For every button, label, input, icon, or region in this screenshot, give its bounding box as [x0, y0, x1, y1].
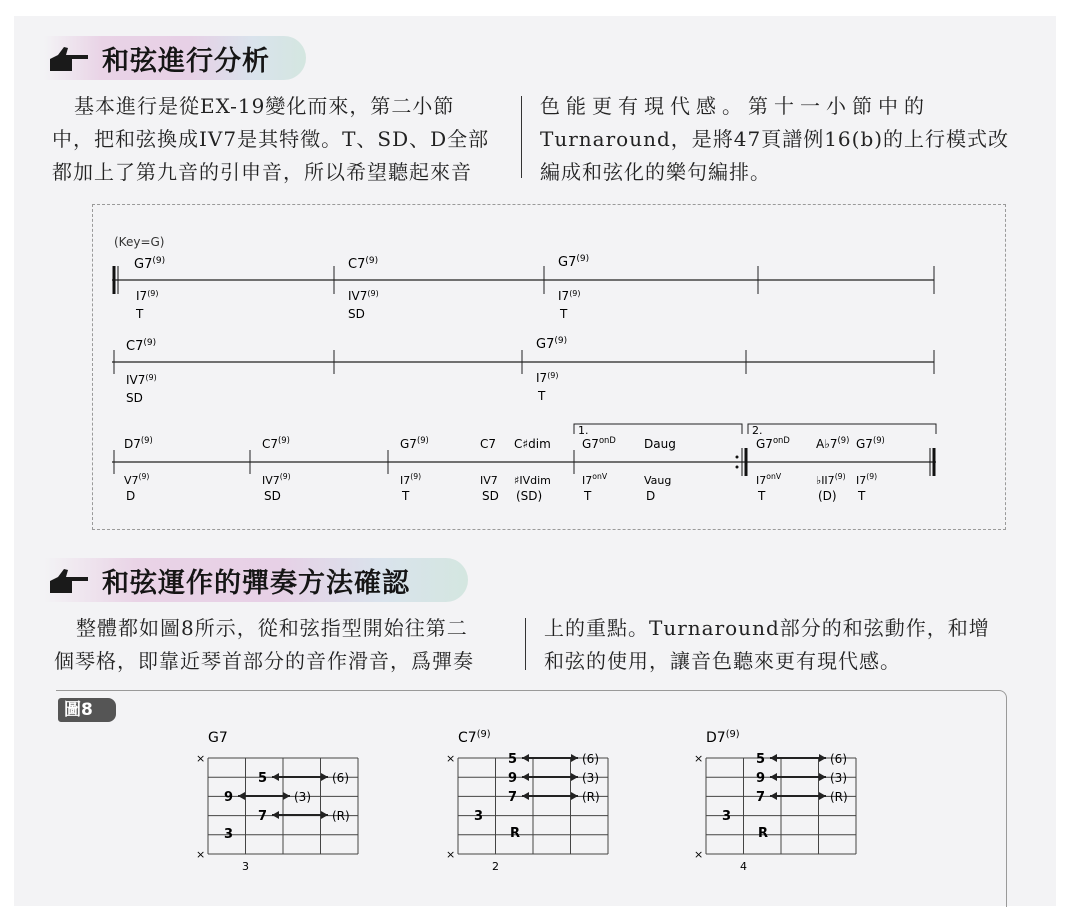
function-label: SD — [264, 489, 281, 503]
diagram-title-ext: (9) — [476, 729, 491, 740]
degree-label-main: I7 — [400, 474, 411, 487]
function-label: T — [538, 389, 546, 403]
chord-symbol-ext: (9) — [140, 435, 153, 445]
fret-finger: 9 — [508, 771, 518, 786]
interval-label: (6) — [582, 752, 599, 766]
fret-finger: 5 — [508, 752, 518, 767]
arrowhead-right — [819, 754, 826, 762]
chord-diagram-g7 — [196, 730, 358, 873]
fret-finger: 5 — [258, 771, 268, 786]
degree-label-main: ♭II7 — [816, 474, 835, 487]
degree-extension: (9) — [547, 371, 559, 380]
arrowhead-right — [571, 773, 578, 781]
degree-label-main: ♯IVdim — [514, 474, 551, 487]
function-label: T — [560, 307, 568, 321]
arrowhead-left — [238, 792, 245, 800]
chord-symbol-ext: onD — [772, 435, 790, 445]
chord-name: G7 — [536, 337, 555, 352]
chord-symbol-main: C7 — [480, 437, 497, 451]
paragraph-line: 中，把和弦換成IV7是其特徵。T、SD、D全部 — [52, 127, 490, 151]
function-label: (D) — [818, 489, 837, 503]
degree-label-ext: (9) — [138, 472, 150, 481]
diagram-title — [458, 729, 491, 746]
interval-label: (3) — [294, 790, 311, 804]
section-title: 和弦運作的彈奏方法確認 — [102, 567, 410, 599]
chord-extension: (9) — [143, 338, 157, 348]
fret-finger: 9 — [224, 790, 234, 805]
diagram-title-main: C7 — [458, 730, 477, 746]
figure-badge: 圖8 — [58, 698, 116, 722]
paragraph-line: 上的重點。Turnaround部分的和弦動作，和增 — [544, 616, 990, 640]
fret-finger: 3 — [474, 809, 484, 824]
arrowhead-right — [283, 792, 290, 800]
chord-symbol-main: A♭7 — [816, 437, 838, 451]
chord-symbol-ext: (9) — [278, 435, 290, 445]
function-label: SD — [348, 307, 365, 321]
arrowhead-left — [272, 773, 279, 781]
arrowhead-left — [522, 773, 529, 781]
degree-label-ext: (9) — [834, 472, 846, 481]
chord-diagram-c7 — [446, 729, 608, 873]
paragraph-line: Turnaround，是將47頁譜例16(b)的上行模式改 — [540, 127, 1010, 151]
function-label: (SD) — [516, 489, 543, 503]
function-label: T — [402, 489, 410, 503]
arrowhead-left — [770, 773, 777, 781]
fret-finger: 5 — [756, 752, 766, 767]
key-signature: (Key=G) — [114, 235, 165, 249]
fret-finger: 7 — [508, 790, 518, 805]
chord-symbol-main: Daug — [644, 437, 676, 451]
fret-number: 4 — [740, 860, 747, 873]
chord-symbol-main: G7 — [856, 437, 873, 451]
degree-name: I7 — [136, 289, 148, 303]
chord-extension: (9) — [576, 254, 590, 264]
fret-number: 2 — [492, 860, 499, 873]
degree-name: I7 — [536, 371, 548, 385]
arrowhead-left — [272, 811, 279, 819]
arrowhead-left — [522, 754, 529, 762]
fret-number: 3 — [242, 860, 249, 873]
degree-extension: (9) — [367, 289, 379, 298]
chord-symbol-main: C♯dim — [514, 437, 551, 451]
chord-symbol-ext: (9) — [872, 435, 885, 445]
function-label: T — [136, 307, 144, 321]
arrowhead-right — [321, 811, 328, 819]
mute-mark: × — [694, 752, 704, 765]
chord-extension: (9) — [365, 256, 379, 266]
degree-label-main: IV7 — [480, 474, 498, 487]
root-marker: R — [758, 826, 769, 841]
arrowhead-right — [819, 773, 826, 781]
function-label: D — [126, 489, 136, 503]
interval-label: (6) — [332, 771, 349, 785]
function-label: SD — [482, 489, 499, 503]
interval-label: (R) — [332, 809, 350, 823]
interval-label: (R) — [830, 790, 848, 804]
chord-extension: (9) — [152, 256, 166, 266]
degree-label-main: IV7 — [262, 474, 280, 487]
diagram-title-main: D7 — [706, 730, 726, 746]
chord-symbol-main: G7 — [756, 437, 773, 451]
chord-name: G7 — [134, 257, 153, 272]
degree-label-main: I7 — [582, 474, 593, 487]
arrowhead-left — [522, 792, 529, 800]
degree-label-main: Vaug — [644, 474, 672, 487]
paragraph-line: 和弦的使用，讓音色聽來更有現代感。 — [544, 649, 901, 673]
degree-label-main: I7 — [856, 474, 867, 487]
fret-finger: 7 — [258, 809, 268, 824]
chord-symbol-main: G7 — [582, 437, 599, 451]
chord-symbol-ext: onD — [598, 435, 616, 445]
chord-name: G7 — [558, 255, 577, 270]
fret-finger: 7 — [756, 790, 766, 805]
paragraph-line: 都加上了第九音的引申音，所以希望聽起來音 — [52, 160, 472, 184]
function-label: SD — [126, 391, 143, 405]
degree-label-ext: (9) — [410, 472, 422, 481]
degree-label-ext: onV — [766, 472, 782, 481]
interval-label: (3) — [582, 771, 599, 785]
mute-mark: × — [196, 752, 206, 765]
mute-mark: × — [694, 848, 704, 861]
degree-label-main: V7 — [124, 474, 139, 487]
root-marker: R — [510, 826, 521, 841]
degree-extension: (9) — [145, 373, 157, 382]
fret-finger: 9 — [756, 771, 766, 786]
function-label: T — [758, 489, 766, 503]
chord-extension: (9) — [554, 336, 568, 346]
arrowhead-right — [819, 792, 826, 800]
chord-symbol-ext: (9) — [837, 435, 850, 445]
mute-mark: × — [446, 848, 456, 861]
degree-name: I7 — [558, 289, 570, 303]
section-title: 和弦進行分析 — [102, 45, 270, 77]
mute-mark: × — [196, 848, 206, 861]
arrowhead-right — [321, 773, 328, 781]
fret-finger: 3 — [722, 809, 732, 824]
diagram-group — [196, 729, 856, 873]
interval-label: (6) — [830, 752, 847, 766]
degree-label-ext: (9) — [279, 472, 291, 481]
diagram-title — [208, 730, 228, 746]
paragraph-line: 基本進行是從EX-19變化而來，第二小節 — [74, 94, 455, 118]
diagram-title-ext: (9) — [725, 729, 740, 740]
first-ending-label: 1. — [578, 424, 589, 437]
chord-symbol-main: D7 — [124, 437, 141, 451]
degree-label-ext: onV — [592, 472, 608, 481]
chord-symbol-main: C7 — [262, 437, 279, 451]
degree-label-ext: (9) — [866, 472, 878, 481]
degree-extension: (9) — [569, 289, 581, 298]
degree-name: IV7 — [348, 289, 368, 303]
function-label: T — [584, 489, 592, 503]
paragraph-line: 色能更有現代感。第十一小節中的 — [540, 94, 930, 118]
diagram-title-main: G7 — [208, 730, 228, 746]
degree-label-main: I7 — [756, 474, 767, 487]
chord-name: C7 — [348, 257, 366, 272]
paragraph-line: 個琴格，即靠近琴首部分的音作滑音，爲彈奏 — [54, 649, 474, 673]
arrowhead-left — [770, 754, 777, 762]
chord-symbol-main: G7 — [400, 437, 417, 451]
degree-extension: (9) — [147, 289, 159, 298]
paragraph-line: 整體都如圖8所示，從和弦指型開始往第二 — [76, 616, 468, 640]
mute-mark: × — [446, 752, 456, 765]
arrowhead-right — [571, 754, 578, 762]
degree-name: IV7 — [126, 373, 146, 387]
interval-label: (R) — [582, 790, 600, 804]
function-label: T — [858, 489, 866, 503]
fret-finger: 3 — [224, 827, 234, 842]
diagram-title — [706, 729, 740, 746]
interval-label: (3) — [830, 771, 847, 785]
paragraph-line: 編成和弦化的樂句編排。 — [540, 160, 771, 184]
arrowhead-right — [571, 792, 578, 800]
chord-symbol-ext: (9) — [416, 435, 429, 445]
function-label: D — [646, 489, 656, 503]
second-ending-label: 2. — [752, 424, 763, 437]
arrowhead-left — [770, 792, 777, 800]
chord-name: C7 — [126, 339, 144, 354]
chord-diagram-d7 — [694, 729, 856, 873]
